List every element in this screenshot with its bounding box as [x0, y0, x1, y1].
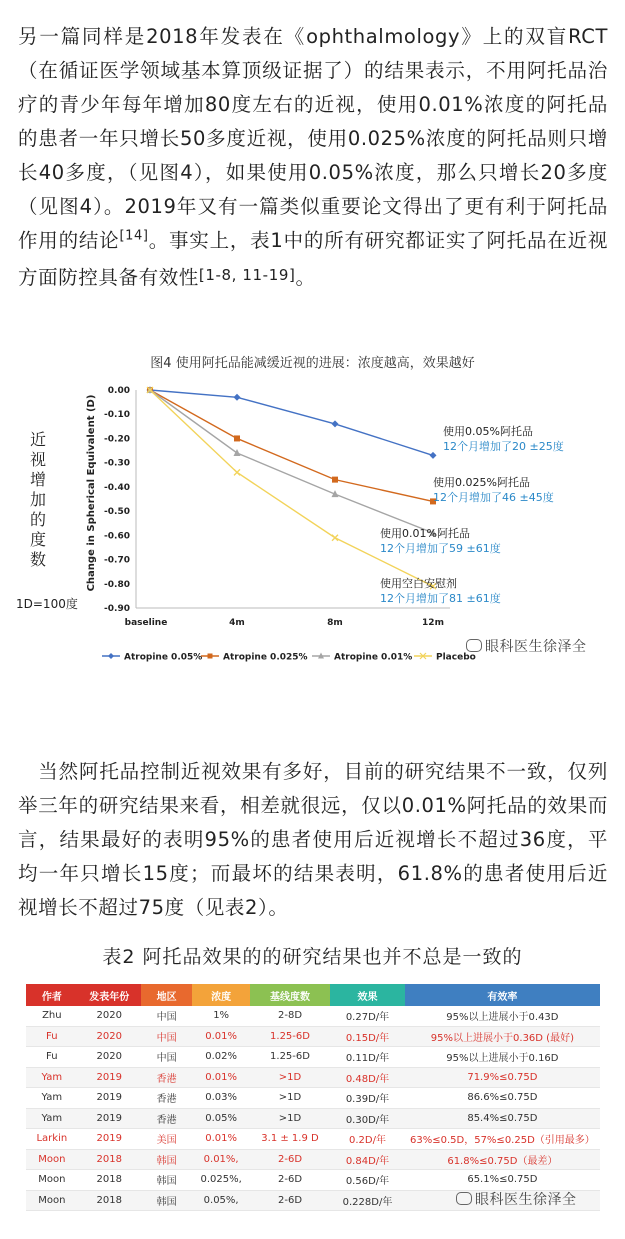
table-cell: 95%以上进展小于0.16D — [405, 1047, 600, 1068]
table-row — [26, 1006, 600, 1026]
table-cell: 0.228D/年 — [330, 1190, 405, 1211]
table-cell: 韩国 — [141, 1190, 193, 1211]
para2-text: 当然阿托品控制近视效果有多好，目前的研究结果不一致，仅列举三年的研究结果来看，相差就很远，仅以0.01%阿托品的效果而言，结果最好的表明95%的患者使用后近视增长不超过36度，平均一年只增长15度；而最坏的结果表明，61.8%的患者使用后近视增长不超过75度（见表2）。 — [18, 760, 608, 919]
table-cell: 0.01% — [192, 1026, 249, 1047]
annotation-value: 12个月增加了59 ±61度 — [380, 542, 501, 555]
table-cell: 85.4%≤0.75D — [405, 1108, 600, 1129]
table-cell: 0.84D/年 — [330, 1149, 405, 1170]
table-cell: Yam — [26, 1108, 78, 1129]
table-header — [26, 984, 600, 1006]
legend-label: Atropine 0.01% — [334, 652, 413, 663]
data-point — [332, 535, 338, 541]
table-cell: 0.27D/年 — [330, 1006, 405, 1026]
table-2-title: 表2 阿托品效果的的研究结果也并不总是一致的 — [102, 946, 523, 968]
table-header-cell: 发表年份 — [78, 984, 141, 1006]
annotation-value: 12个月增加了46 ±45度 — [433, 491, 554, 504]
table-row — [26, 1047, 600, 1068]
table-header-cell: 地区 — [141, 984, 193, 1006]
table-cell: 0.30D/年 — [330, 1108, 405, 1129]
table-row — [26, 1149, 600, 1170]
side-label-char: 度 — [30, 530, 47, 549]
y-tick-label: -0.70 — [104, 555, 130, 566]
table-cell: 香港 — [141, 1108, 193, 1129]
reference-range[interactable]: [1-8, 11-19] — [198, 266, 296, 284]
table-cell: 0.05% — [192, 1108, 249, 1129]
table-cell: 0.01% — [192, 1067, 249, 1088]
table-cell: 2019 — [78, 1108, 141, 1129]
table-row — [26, 1170, 600, 1191]
paragraph-1 — [18, 20, 608, 295]
table-cell: 2020 — [78, 1026, 141, 1047]
table-cell: 65.1%≤0.75D — [405, 1170, 600, 1191]
table-cell: 2-6D — [250, 1190, 330, 1211]
table-cell: Moon — [26, 1149, 78, 1170]
y-axis-label: Change in Spherical Equivalent (D) — [86, 394, 97, 592]
side-label — [30, 430, 46, 569]
table-cell: 63%≤0.5D，57%≤0.25D（引用最多） — [405, 1129, 600, 1150]
data-point — [430, 452, 437, 459]
y-tick-label: 0.00 — [107, 386, 130, 396]
x-tick-label: 12m — [422, 618, 444, 628]
table-cell: 95%以上进展小于0.36D (最好) — [405, 1026, 600, 1047]
grid — [136, 390, 450, 608]
y-ticks — [104, 386, 130, 614]
table-cell: 2019 — [78, 1067, 141, 1088]
x-tick-label: 8m — [327, 618, 343, 628]
table-2 — [26, 984, 600, 1211]
table-cell: 0.39D/年 — [330, 1088, 405, 1109]
series-line — [150, 390, 433, 586]
table-cell: 香港 — [141, 1067, 193, 1088]
camera-icon — [466, 639, 482, 652]
table-cell: 0.11D/年 — [330, 1047, 405, 1068]
table-header-cell: 基线度数 — [250, 984, 330, 1006]
side-label-char: 的 — [30, 510, 47, 529]
table-cell: Zhu — [26, 1006, 78, 1026]
table-cell: 0.56D/年 — [330, 1170, 405, 1191]
table-cell: 中国 — [141, 1047, 193, 1068]
table-cell: 0.03% — [192, 1088, 249, 1109]
legend-label: Atropine 0.05% — [124, 652, 203, 663]
table-cell: 2-6D — [250, 1149, 330, 1170]
table-cell: 2018 — [78, 1170, 141, 1191]
annotation-title: 使用空白安慰剂 — [380, 577, 457, 590]
table-cell: 1.25-6D — [250, 1026, 330, 1047]
table-cell: 3.1 ± 1.9 D — [250, 1129, 330, 1150]
side-label-char: 近 — [30, 430, 47, 449]
table-cell: >1D — [250, 1108, 330, 1129]
table-cell: 香港 — [141, 1088, 193, 1109]
table-cell: 2020 — [78, 1006, 141, 1026]
data-point — [234, 449, 241, 456]
table-cell: 0.2D/年 — [330, 1129, 405, 1150]
y-tick-label: -0.60 — [104, 531, 130, 542]
table-cell: 2019 — [78, 1129, 141, 1150]
camera-icon — [456, 1192, 472, 1205]
y-tick-label: -0.40 — [104, 482, 130, 493]
table-row — [26, 1088, 600, 1109]
watermark-1: 眼科医生徐泽全 — [466, 636, 587, 656]
table-cell: Fu — [26, 1026, 78, 1047]
table-cell: 2018 — [78, 1190, 141, 1211]
table-cell: 1% — [192, 1006, 249, 1026]
para1-text-2: 。事实上，表1中的所有研究都证实了阿托品在近视方面防控具备有效性 — [18, 229, 608, 289]
y-tick-label: -0.20 — [104, 434, 130, 445]
table-cell: 71.9%≤0.75D — [405, 1067, 600, 1088]
annotation-title: 使用0.05%阿托品 — [443, 425, 533, 438]
watermark-2: 眼科医生徐泽全 — [456, 1189, 577, 1209]
annotation-title: 使用0.025%阿托品 — [433, 476, 530, 489]
annotation-title: 使用0.01%阿托品 — [380, 527, 470, 540]
data-point — [234, 394, 241, 401]
legend-label: Placebo — [436, 652, 476, 663]
table-cell: 1.25-6D — [250, 1047, 330, 1068]
table-cell: Larkin — [26, 1129, 78, 1150]
table-cell: 2019 — [78, 1088, 141, 1109]
legend-label: Atropine 0.025% — [223, 652, 308, 663]
table-cell: 61.8%≤0.75D（最差） — [405, 1149, 600, 1170]
table-row — [26, 1108, 600, 1129]
table-cell: 0.15D/年 — [330, 1026, 405, 1047]
table-cell: 韩国 — [141, 1149, 193, 1170]
table-body — [26, 1006, 600, 1211]
para1-text-3: 。 — [295, 266, 316, 289]
table-cell: 中国 — [141, 1026, 193, 1047]
side-label-char: 加 — [30, 490, 47, 509]
y-tick-label: -0.80 — [104, 579, 130, 590]
table-cell: 0.02% — [192, 1047, 249, 1068]
data-point — [234, 469, 240, 475]
x-tick-label: 4m — [229, 618, 245, 628]
table-cell: Moon — [26, 1170, 78, 1191]
table-cell: 86.6%≤0.75D — [405, 1088, 600, 1109]
table-cell: 2018 — [78, 1149, 141, 1170]
side-label-char: 增 — [30, 470, 47, 489]
table-header-cell: 浓度 — [192, 984, 249, 1006]
table-header-cell: 效果 — [330, 984, 405, 1006]
figure-4-title: 图4 使用阿托品能减缓近视的进展：浓度越高，效果越好 — [150, 356, 475, 371]
reference-14[interactable]: [14] — [119, 228, 149, 244]
table-cell: 2-8D — [250, 1006, 330, 1026]
table-cell: 0.025%, — [192, 1170, 249, 1191]
table-row — [26, 1129, 600, 1150]
data-point — [332, 420, 339, 427]
table-row — [26, 1067, 600, 1088]
table-cell: 0.05%, — [192, 1190, 249, 1211]
x-tick-label: baseline — [124, 618, 168, 628]
table-header-cell: 作者 — [26, 984, 78, 1006]
table-header-cell: 有效率 — [405, 984, 600, 1006]
figure-4 — [16, 348, 595, 668]
annotation-value: 12个月增加了20 ±25度 — [443, 440, 564, 453]
data-point — [332, 477, 338, 483]
series-line — [150, 390, 433, 455]
table-cell: 2020 — [78, 1047, 141, 1068]
table-cell: Fu — [26, 1047, 78, 1068]
table-cell: Yam — [26, 1088, 78, 1109]
data-point — [234, 435, 240, 441]
annotation-value: 12个月增加了81 ±61度 — [380, 592, 501, 605]
table-cell: 0.01% — [192, 1129, 249, 1150]
unit-note: 1D=100度 — [16, 597, 78, 611]
table-cell: >1D — [250, 1067, 330, 1088]
y-tick-label: -0.90 — [104, 604, 130, 614]
table-cell: 0.48D/年 — [330, 1067, 405, 1088]
y-tick-label: -0.50 — [104, 507, 130, 518]
series-line — [150, 390, 433, 501]
table-cell: 美国 — [141, 1129, 193, 1150]
table-cell: Yam — [26, 1067, 78, 1088]
y-tick-label: -0.30 — [104, 458, 130, 469]
paragraph-2 — [18, 755, 608, 925]
para1-text: 另一篇同样是2018年发表在《ophthalmology》上的双盲RCT（在循证医学领域基本算顶级证据了）的结果表示，不用阿托品治疗的青少年每年增加80度左右的近视，使用0.01%浓度的阿托品的患者一年只增长50多度近视，使用0.025%浓度的阿托品则只增长40多度，（见图4），如果使用0.05%浓度，那么只增长20多度（见图4）。2019年又有一篇类似重要论文得出了更有利于阿托品作用的结论 — [18, 25, 608, 252]
line-chart — [16, 363, 595, 668]
table-cell: 韩国 — [141, 1170, 193, 1191]
table-cell: 2-6D — [250, 1170, 330, 1191]
y-tick-label: -0.10 — [104, 410, 130, 421]
x-ticks — [125, 618, 444, 628]
annotations — [380, 424, 564, 605]
table-cell: 中国 — [141, 1006, 193, 1026]
table-cell: Moon — [26, 1190, 78, 1211]
series-lines — [147, 386, 437, 589]
side-label-char: 视 — [30, 450, 47, 469]
table-cell: 95%以上进展小于0.43D — [405, 1006, 600, 1026]
table-row — [26, 1026, 600, 1047]
side-label-char: 数 — [30, 550, 47, 569]
table-cell: >1D — [250, 1088, 330, 1109]
table-cell: 0.01%, — [192, 1149, 249, 1170]
legend — [102, 653, 476, 663]
